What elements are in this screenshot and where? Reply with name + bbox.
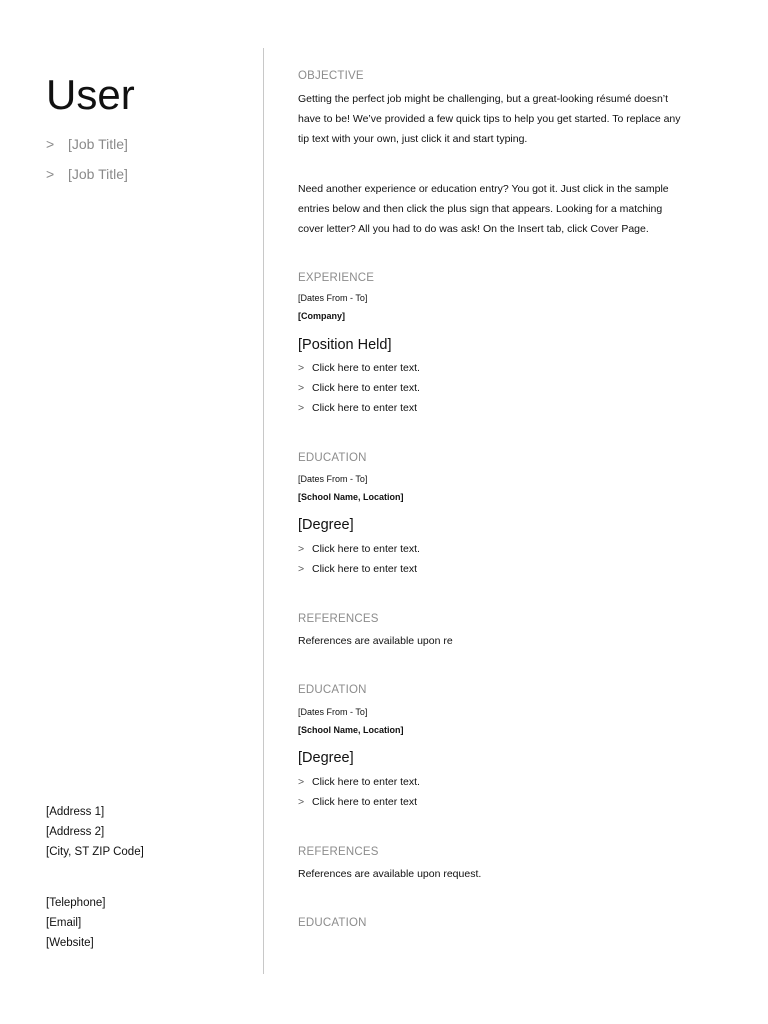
education-bullet-2[interactable] — [298, 563, 417, 575]
objective-heading: OBJECTIVE — [298, 70, 364, 82]
education-heading: EDUCATION — [298, 917, 367, 929]
chevron-right-icon: > — [298, 563, 305, 575]
experience-company[interactable]: [Company] — [298, 311, 345, 321]
city-state-zip[interactable]: [City, ST ZIP Code] — [46, 846, 144, 858]
text-line: cover letter? All you had to do was ask! On the Insert tab, click Cover Page. — [298, 223, 649, 235]
text-line: tip text with your own, just click it and start typing. — [298, 133, 528, 145]
objective-paragraph-2[interactable] — [298, 179, 669, 239]
experience-heading: EXPERIENCE — [298, 272, 375, 284]
job-title-label: [Job Title] — [68, 166, 128, 182]
education-bullet-1[interactable] — [298, 543, 420, 555]
chevron-right-icon: > — [298, 543, 305, 555]
text-line: have to be! We’ve provided a few quick tips to help you get started. To replace any — [298, 113, 681, 125]
bullet-text: Click here to enter text. — [312, 543, 420, 555]
education-heading: EDUCATION — [298, 452, 367, 464]
bullet-text: Click here to enter text. — [312, 776, 420, 788]
degree[interactable]: [Degree] — [298, 750, 354, 766]
column-divider — [263, 48, 264, 974]
position-held[interactable]: [Position Held] — [298, 337, 392, 353]
contact-block — [46, 893, 105, 953]
text-line: Need another experience or education entry? You got it. Just click in the sample — [298, 183, 669, 195]
experience-dates[interactable]: [Dates From - To] — [298, 293, 368, 303]
text-line: entries below and then click the plus sign that appears. Looking for a matching — [298, 203, 663, 215]
chevron-right-icon: > — [298, 402, 305, 414]
bullet-text: Click here to enter text — [312, 796, 418, 808]
education-dates[interactable]: [Dates From - To] — [298, 474, 368, 484]
objective-paragraph-1[interactable] — [298, 89, 681, 149]
chevron-right-icon: > — [46, 136, 55, 152]
school-name[interactable]: [School Name, Location] — [298, 725, 404, 735]
references-text[interactable]: References are available upon re — [298, 635, 453, 647]
experience-bullet-1[interactable] — [298, 362, 420, 374]
experience-bullet-2[interactable] — [298, 382, 420, 394]
bullet-text: Click here to enter text. — [312, 382, 420, 394]
chevron-right-icon: > — [46, 166, 55, 182]
job-title-label: [Job Title] — [68, 136, 128, 152]
chevron-right-icon: > — [298, 796, 305, 808]
bullet-text: Click here to enter text — [312, 402, 418, 414]
text-line: Getting the perfect job might be challenging, but a great-looking résumé doesn’t — [298, 93, 669, 105]
address-line-1[interactable]: [Address 1] — [46, 806, 105, 818]
job-title-2[interactable] — [46, 166, 128, 182]
job-title-1[interactable] — [46, 136, 128, 152]
education-bullet-2[interactable] — [298, 796, 417, 808]
education-heading: EDUCATION — [298, 684, 367, 696]
bullet-text: Click here to enter text — [312, 563, 418, 575]
degree[interactable]: [Degree] — [298, 517, 354, 533]
chevron-right-icon: > — [298, 382, 305, 394]
experience-bullet-3[interactable] — [298, 402, 417, 414]
references-heading: REFERENCES — [298, 613, 379, 625]
education-dates[interactable]: [Dates From - To] — [298, 707, 368, 717]
bullet-text: Click here to enter text. — [312, 362, 420, 374]
education-bullet-1[interactable] — [298, 776, 420, 788]
email[interactable]: [Email] — [46, 917, 82, 929]
telephone[interactable]: [Telephone] — [46, 897, 106, 909]
website[interactable]: [Website] — [46, 937, 94, 949]
chevron-right-icon: > — [298, 776, 305, 788]
address-block — [46, 802, 144, 862]
chevron-right-icon: > — [298, 362, 305, 374]
address-line-2[interactable]: [Address 2] — [46, 826, 105, 838]
references-heading: REFERENCES — [298, 846, 379, 858]
school-name[interactable]: [School Name, Location] — [298, 492, 404, 502]
references-text[interactable]: References are available upon request. — [298, 868, 482, 880]
resume-name: User — [46, 71, 135, 118]
